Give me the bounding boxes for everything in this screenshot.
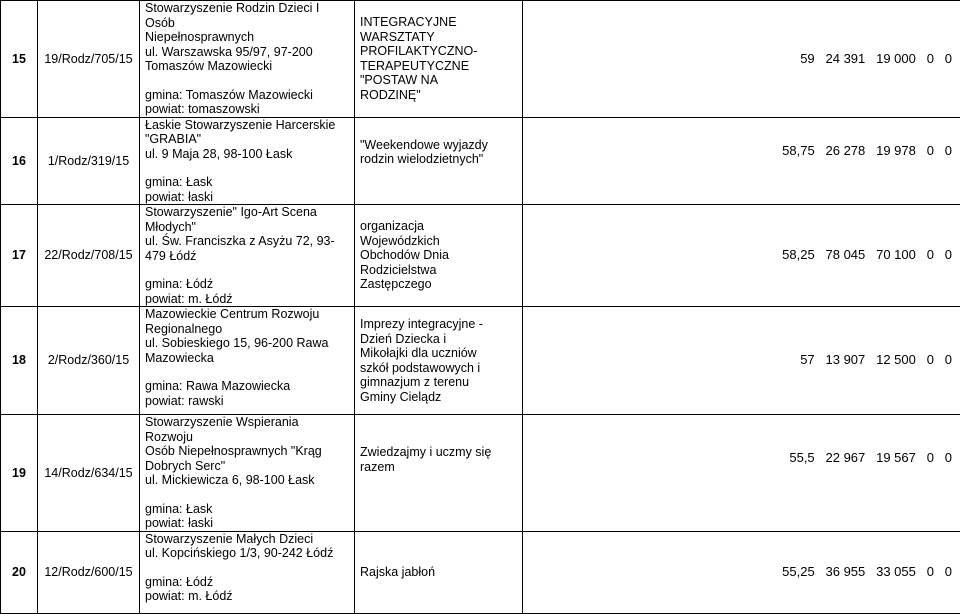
org-powiat: powiat: rawski [145,394,348,409]
task-line: "Weekendowe wyjazdy [360,138,518,153]
org-gmina: gmina: Łask [145,502,348,517]
application-number: 2/Rodz/360/15 [38,307,140,415]
org-line: Stowarzyszenie" Igo-Art Scena [145,205,348,220]
org-powiat: powiat: łaski [145,190,348,205]
task-line: Rodzicielstwa [360,263,518,278]
row-number: 15 [1,1,38,118]
table-row [1,205,960,307]
organization-cell [140,415,355,532]
org-line: Regionalnego [145,322,348,337]
task-line: Gminy Cielądz [360,390,518,405]
org-line: Osób Niepełnosprawnych "Krąg [145,444,348,459]
org-powiat: powiat: łaski [145,516,348,531]
row-number: 17 [1,205,38,307]
table-row [1,307,960,415]
org-powiat: powiat: m. Łódź [145,589,348,604]
task-line: "POSTAW NA [360,73,518,88]
amounts-cell: 58,75 26 278 19 978 0 0 [523,117,960,205]
organization-cell [140,307,355,415]
task-cell [355,415,523,532]
amounts-cell: 55,25 36 955 33 055 0 0 [523,531,960,613]
task-line: Wojewódzkich [360,234,518,249]
task-line: WARSZTATY [360,30,518,45]
row-number: 16 [1,117,38,205]
org-gmina: gmina: Rawa Mazowiecka [145,379,348,394]
application-number: 12/Rodz/600/15 [38,531,140,613]
task-line: Zwiedzajmy i uczmy się [360,445,518,460]
row-number: 19 [1,415,38,532]
task-line: szkół podstawowych i [360,361,518,376]
task-line: Rajska jabłoń [360,565,518,580]
task-line: Zastępczego [360,277,518,292]
task-cell [355,307,523,415]
task-line: PROFILAKTYCZNO- [360,44,518,59]
row-number: 20 [1,531,38,613]
org-line: ul. Kopcińskiego 1/3, 90-242 Łódź [145,546,348,561]
organization-cell [140,1,355,118]
task-line: gimnazjum z terenu [360,375,518,390]
organization-cell [140,531,355,613]
task-line: rodzin wielodzietnych" [360,152,518,167]
task-cell [355,205,523,307]
org-line: "GRABIA" [145,132,348,147]
org-line: Stowarzyszenie Rodzin Dzieci I Osób [145,1,348,30]
application-number: 14/Rodz/634/15 [38,415,140,532]
org-line: Łaskie Stowarzyszenie Harcerskie [145,118,348,133]
org-line: Stowarzyszenie Wspierania Rozwoju [145,415,348,444]
amounts-cell: 57 13 907 12 500 0 0 [523,307,960,415]
org-powiat: powiat: tomaszowski [145,102,348,117]
org-line: ul. Św. Franciszka z Asyżu 72, 93- [145,234,348,249]
table-row [1,415,960,532]
org-gmina: gmina: Łódź [145,277,348,292]
amounts-cell: 59 24 391 19 000 0 0 [523,1,960,118]
application-number: 22/Rodz/708/15 [38,205,140,307]
task-line: Imprezy integracyjne - [360,317,518,332]
org-line: Niepełnosprawnych [145,30,348,45]
task-line: TERAPEUTYCZNE [360,59,518,74]
task-line: organizacja [360,219,518,234]
org-line: ul. Mickiewicza 6, 98-100 Łask [145,473,348,488]
task-line: razem [360,460,518,475]
org-powiat: powiat: m. Łódź [145,292,348,307]
org-line: Tomaszów Mazowiecki [145,59,348,74]
amounts-cell: 58,25 78 045 70 100 0 0 [523,205,960,307]
amounts-cell: 55,5 22 967 19 567 0 0 [523,415,960,532]
org-gmina: gmina: Łódź [145,575,348,590]
org-line: ul. Sobieskiego 15, 96-200 Rawa [145,336,348,351]
task-line: Mikołajki dla uczniów [360,346,518,361]
table-row [1,1,960,118]
organization-cell [140,117,355,205]
table-row [1,117,960,205]
table-row [1,531,960,613]
org-gmina: gmina: Łask [145,175,348,190]
task-cell [355,1,523,118]
org-line: 479 Łódź [145,249,348,264]
org-line: ul. 9 Maja 28, 98-100 Łask [145,147,348,162]
task-line: INTEGRACYJNE [360,15,518,30]
application-number: 19/Rodz/705/15 [38,1,140,118]
org-line: Stowarzyszenie Małych Dzieci [145,532,348,547]
org-line: ul. Warszawska 95/97, 97-200 [145,45,348,60]
task-line: RODZINĘ" [360,88,518,103]
organization-cell [140,205,355,307]
task-cell [355,531,523,613]
org-line: Dobrych Serc" [145,459,348,474]
org-line: Młodych" [145,220,348,235]
application-number: 1/Rodz/319/15 [38,117,140,205]
task-line: Obchodów Dnia [360,248,518,263]
task-line: Dzień Dziecka i [360,332,518,347]
task-cell [355,117,523,205]
org-line: Mazowieckie Centrum Rozwoju [145,307,348,322]
org-gmina: gmina: Tomaszów Mazowiecki [145,88,348,103]
org-line: Mazowiecka [145,351,348,366]
row-number: 18 [1,307,38,415]
